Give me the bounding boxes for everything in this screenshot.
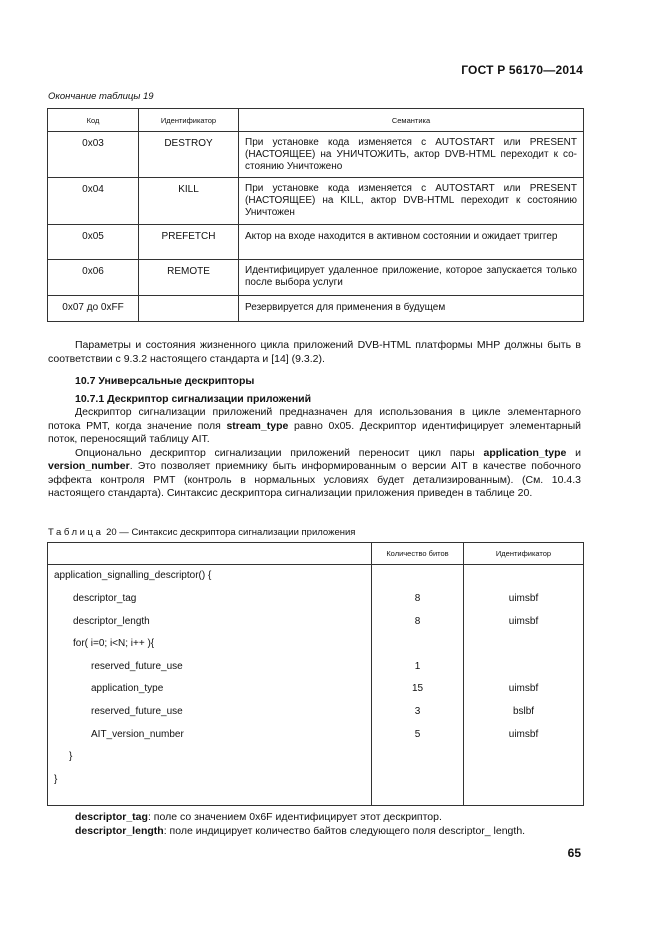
definition-descriptor-length <box>75 824 585 838</box>
syntax-line: descriptor_length <box>73 616 150 627</box>
identifier-column <box>464 565 584 806</box>
page-number: 65 <box>567 846 581 860</box>
bits-value: 1 <box>414 661 421 672</box>
cell-code: 0x04 <box>48 178 139 225</box>
bits-value: 8 <box>414 616 421 627</box>
field-definitions <box>75 810 585 838</box>
cell-code: 0x07 до 0xFF <box>48 296 139 322</box>
paragraph-lifecycle <box>48 339 581 366</box>
table-header-row <box>48 543 584 565</box>
cell-identifier <box>139 296 239 322</box>
definition-descriptor-tag <box>75 810 585 824</box>
col-header-identifier: Идентификатор <box>464 543 584 565</box>
definition-text: : поле со значением 0x6F идентифицирует этот дескриптор. <box>147 811 442 823</box>
syntax-line: } <box>54 774 58 785</box>
table-row <box>48 260 584 296</box>
paragraph-text: Параметры и состояния жизненного цикла приложений DVB-HTML платформы МНР должны быть в соответствии с 9.3.2 настоящего стандарта и [14] (9.3.2). <box>48 339 581 365</box>
cell-code: 0x05 <box>48 225 139 260</box>
identifier-value: bslbf <box>512 706 535 717</box>
definition-term: descriptor_length <box>75 825 164 837</box>
cell-identifier: KILL <box>139 178 239 225</box>
cell-semantics: Актор на входе находится в активном состоянии и ожидает триггер <box>239 225 584 260</box>
bits-column <box>372 565 464 806</box>
cell-semantics: Резервируется для применения в будущем <box>239 296 584 322</box>
text-run: Дескриптор сигнализации приложений предназначен для использования в цикле элементарного потока РМТ, когда значение поля <box>48 406 581 432</box>
text-run: равно 0x05. Дескриптор идентифицирует элементарный поток, переносящий таблицу AIT. <box>48 419 581 445</box>
cell-identifier: DESTROY <box>139 132 239 178</box>
text-run: и <box>566 446 581 459</box>
table-row <box>48 132 584 178</box>
identifier-value: uimsbf <box>508 729 539 740</box>
cell-semantics: При установке кода изменяется с AUTOSTART или PRESENT (НАСТОЯЩЕЕ) на KILL, актор DVB-HTML переходит к состоянию Уничтожен <box>239 178 584 225</box>
bits-value: 15 <box>411 683 424 694</box>
table-header-row <box>48 109 584 132</box>
definition-term: descriptor_tag <box>75 811 148 823</box>
cell-code: 0x06 <box>48 260 139 296</box>
table-19-caption: Окончание таблицы 19 <box>48 91 154 102</box>
section-heading-10-7: 10.7 Универсальные дескрипторы <box>75 375 255 387</box>
bits-value: 5 <box>414 729 421 740</box>
col-header-bits: Количество битов <box>372 543 464 565</box>
syntax-line: reserved_future_use <box>91 706 183 717</box>
field-name-bold: application_type <box>483 446 567 459</box>
table-row <box>48 225 584 260</box>
cell-identifier: REMOTE <box>139 260 239 296</box>
col-header-code: Код <box>48 109 139 132</box>
table-20 <box>47 542 584 806</box>
paragraph-descriptor-purpose <box>48 406 581 501</box>
table-19 <box>47 108 584 322</box>
caption-text: 20 — Синтаксис дескриптора сигнализации приложения <box>103 527 356 538</box>
syntax-line: } <box>69 751 73 762</box>
syntax-line: descriptor_tag <box>73 593 137 604</box>
bits-value: 8 <box>414 593 421 604</box>
identifier-value: uimsbf <box>508 593 539 604</box>
cell-semantics: При установке кода изменяется с AUTOSTART или PRESENT (НАСТОЯЩЕЕ) на УНИЧТОЖИТЬ, актор DVB-HTML переходит к состоянию Уничтожено <box>239 132 584 178</box>
table-20-caption <box>48 527 355 538</box>
syntax-line: for( i=0; i<N; i++ ){ <box>73 638 155 649</box>
text-run: Опционально дескриптор сигнализации приложений переносит цикл пары <box>75 446 484 459</box>
syntax-column <box>48 565 372 806</box>
syntax-line: application_type <box>91 683 164 694</box>
syntax-line: AIT_version_number <box>91 729 184 740</box>
col-header-semantics: Семантика <box>239 109 584 132</box>
col-header-identifier: Идентификатор <box>139 109 239 132</box>
field-name-bold: version_number <box>48 460 130 472</box>
col-header-syntax <box>48 543 372 565</box>
document-id: ГОСТ Р 56170—2014 <box>461 63 583 77</box>
cell-code: 0x03 <box>48 132 139 178</box>
syntax-line: application_signalling_descriptor() { <box>54 570 212 581</box>
identifier-value: uimsbf <box>508 616 539 627</box>
identifier-value: uimsbf <box>508 683 539 694</box>
section-heading-10-7-1: 10.7.1 Дескриптор сигнализации приложений <box>75 393 312 405</box>
table-row <box>48 178 584 225</box>
definition-text: : поле индицирует количество байтов следующего поля descriptor_ length. <box>163 825 526 837</box>
bits-value: 3 <box>414 706 421 717</box>
text-run: . Это позволяет приемнику быть информированным о версии AIT в качестве побочного эффекта контроля РМТ (контроль в нормальных условиях будет детализированным). (См. 10.4.3 настоящего стандарта). Синтаксис дескриптора сигнализации приложения приведен в таблице 20. <box>48 460 581 499</box>
caption-word: Таблица <box>48 527 104 538</box>
cell-semantics: Идентифицирует удаленное приложение, которое запускается только после выбора услуги <box>239 260 584 296</box>
field-name-bold: stream_type <box>226 419 289 432</box>
table-row <box>48 296 584 322</box>
cell-identifier: PREFETCH <box>139 225 239 260</box>
syntax-line: reserved_future_use <box>91 661 183 672</box>
